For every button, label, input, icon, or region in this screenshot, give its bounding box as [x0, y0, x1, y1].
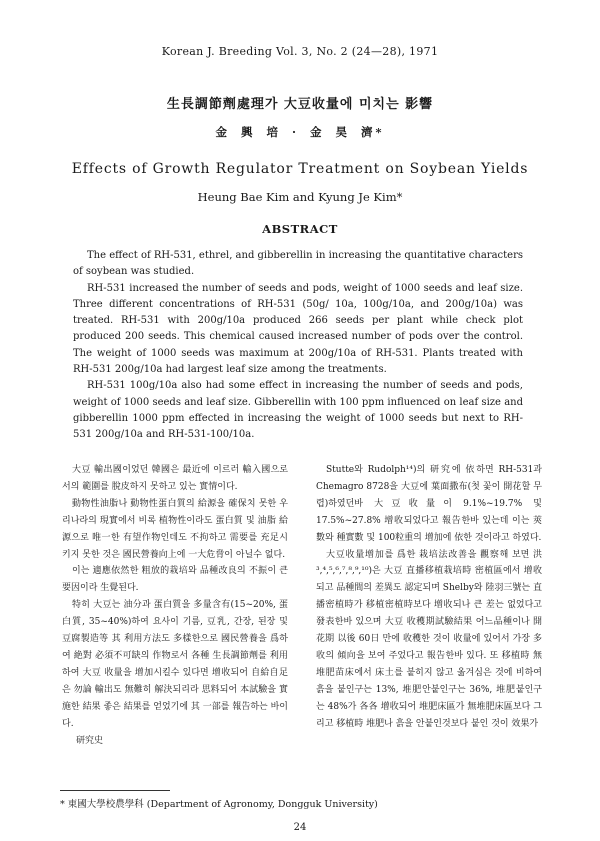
body-columns — [62, 462, 542, 792]
abstract-paragraph: The effect of RH-531, ethrel, and gibberellin in increasing the quantitative characters of soybean was studied. — [73, 250, 523, 278]
body-paragraph: 大豆 輸出國이었던 韓國은 最近에 이르러 輸入國으로서의 範圍를 脫皮하지 못하고 있는 實情이다. — [62, 465, 288, 492]
english-title: Effects of Growth Regulator Treatment on Soybean Yields — [71, 161, 529, 177]
abstract-paragraph: RH-531 increased the number of seeds and pods, weight of 1000 seeds and leaf size. Three different concentrations of RH-531 (50g/ 10a, 100g/10a, and 200g/10a) was treated. RH-531 with 200g/10a produced 266 seeds per plant while check plot produced 200 seeds. This chemical caused increased number of pods over the control. The weight of 1000 seeds was maximum at 200g/10a of RH-531. Plants treated with RH-531 200g/10a had largest leaf size among the treatments. — [73, 282, 523, 376]
left-column — [62, 462, 288, 749]
journal-citation: Korean J. Breeding Vol. 3, No. 2 (24—28), 1971 — [161, 45, 439, 58]
body-paragraph: Stutte와 Rudolph¹⁴)의 研究에 依하면 RH-531과 Chemagro 8728을 大豆에 葉面撒布(첫 꽃이 開花할 무렵)하였던바 大豆收量이 9.1%~19.7% 및 17.5%~27.8% 增收되었다고 報告한바 있는데 이는 莢數와 種實數 및 100粒重의 增加에 依한 것이라고 하였다. — [316, 465, 542, 543]
footnote-divider — [60, 790, 170, 791]
abstract-body — [73, 248, 523, 444]
english-authors: Heung Bae Kim and Kyung Je Kim* — [197, 190, 403, 204]
abstract-heading: ABSTRACT — [262, 222, 338, 236]
affiliation-footnote: * 東國大學校農學科 (Department of Agronomy, Dongguk University) — [60, 799, 378, 810]
korean-authors: 金 興 培 · 金 昊 濟* — [215, 125, 385, 139]
right-column — [316, 462, 542, 733]
body-paragraph: 動物性油脂나 動物性蛋白質의 給源을 確保치 못한 우리나라의 現實에서 비록 植物性이라도 蛋白質 및 油脂 給源으로 唯一한 有望作物인데도 不拘하고 需要를 充足시키지 못한 것은 國民營養向上에 一大危脅이 아닐수 없다. — [62, 498, 288, 560]
page-number: 24 — [293, 822, 307, 833]
body-paragraph: 大豆收量增加를 爲한 栽培法改善을 觀察해 보면 洪³,⁴,⁵,⁶,⁷,⁸,⁹,¹⁰)은 大豆 直播移植栽培時 密植區에서 增收되고 品種間의 差異도 認定되며 Shelby와 陸羽三號는 直播密植時가 移植密植時보다 增收되나 큰 差는 없었다고 發表한바 있으며 大豆 收穫期試驗結果 어느品種이나 開花期 以後 60日 만에 收穫한 것이 收量에 있어서 가장 多收의 傾向을 보여 주었다고 報告한바 있다. 또 移植時 無堆肥苗床에서 床土를 붙히지 않고 옮겨심은 것에 비하여 흙을 붙인구는 13%, 堆肥안붙인구는 36%, 堆肥붙인구는 48%가 各各 增收되어 堆肥床區가 無堆肥床區보다 그리고 移植時 堆肥나 흙을 안붙인것보다 붙인 것이 效果가 — [316, 549, 542, 729]
body-paragraph: 特히 大豆는 油分과 蛋白質을 多量含有(15~20%, 蛋白質, 35~40%)하여 요사이 기름, 豆乳, 간장, 된장 및 豆腐製造等 其 利用方法도 多樣한으로 國民營養을 爲하여 絶對 必須不可缺의 作物로서 各種 生長調節劑를 利用하여 大豆 收量을 增加시킬수 있다면 增收되어 自給自足은 勿論 輸出도 無難히 解決되리라 思料되어 本試驗을 實施한 結果 좋은 結果를 얻었기에 其 一部를 報告하는 바이다. — [62, 600, 288, 729]
korean-title: 生長調節劑處理가 大豆收量에 미치는 影響 — [166, 97, 434, 112]
body-paragraph: 이는 適應依然한 粗放的栽培와 品種改良의 不振이 큰 要因이라 生覺된다. — [62, 566, 288, 594]
abstract-paragraph: RH-531 100g/10a also had some effect in increasing the number of seeds and pods, weight of 1000 seeds and leaf size. Gibberellin with 100 ppm influenced on leaf size and gibberellin 1000 ppm effected in increasing the weight of 1000 seeds but next to RH-531 200g/10a and RH-531-100/10a. — [73, 380, 523, 441]
section-heading: 研究史 — [76, 735, 104, 746]
